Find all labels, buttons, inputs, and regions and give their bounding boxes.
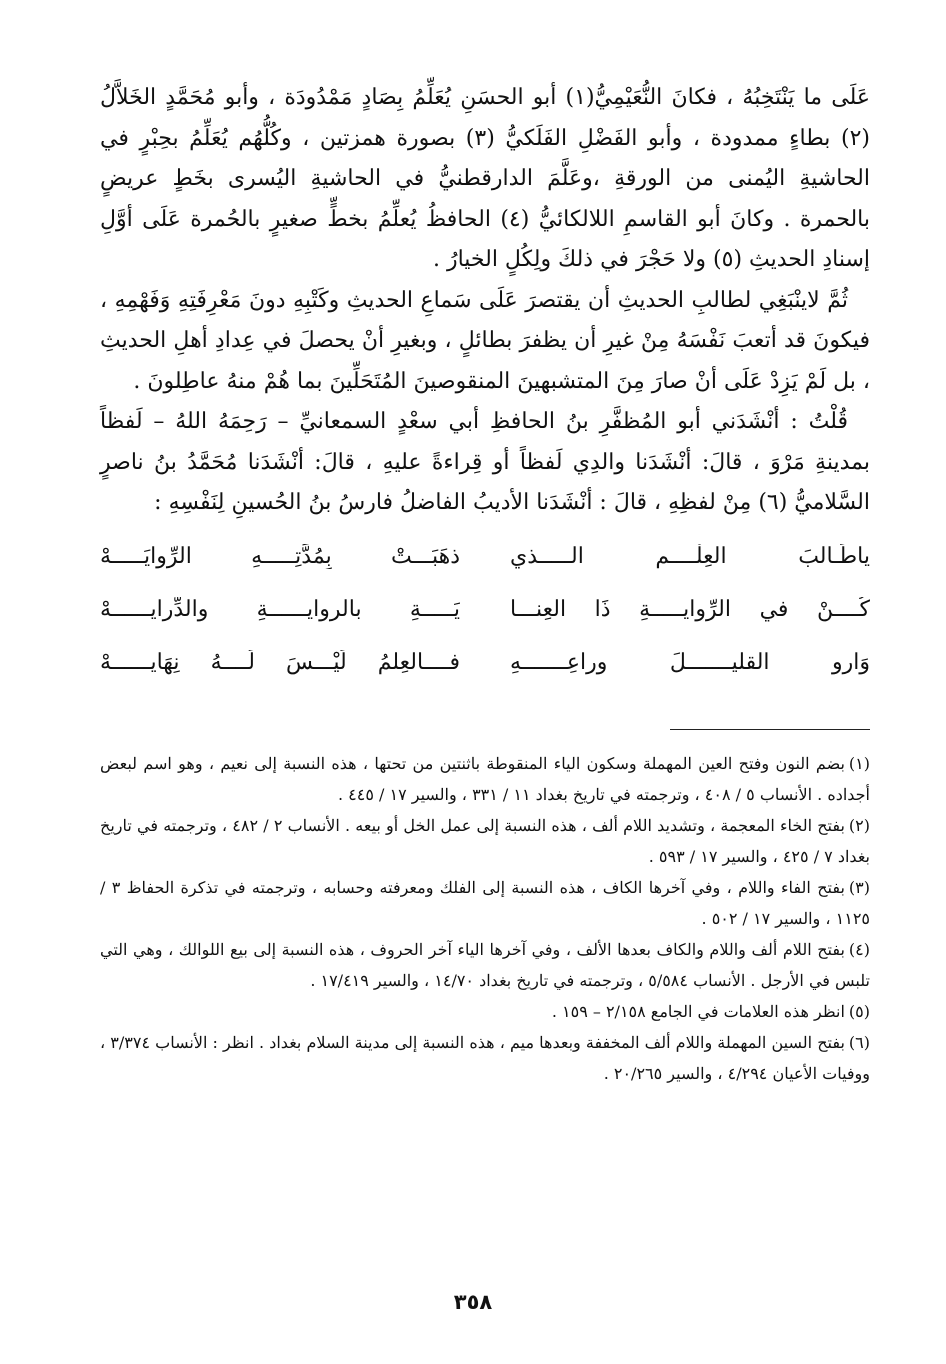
page-number: ٣٥٨ [453,1290,493,1314]
footnote-separator [670,729,870,730]
poem-second-hemistich: ذهَبَـــتْ بِمُدَّتِـــــهِ الرِّوايَـــــهْ [100,543,460,569]
footnote-text: بفتح الخاء المعجمة ، وتشديد اللام ألف ، هذه النسبة إلى عمل الخل أو بيعه . الأنساب ٢ / ٤٨٢ ، وترجمته في تاريخ بغداد ٧ / ٤٢٥ ، والسير ١٧ / ٥٩٣ . [100,815,870,866]
footnote [100,996,870,1027]
footnote-number: (٦) [848,1032,871,1052]
footnote [100,1027,870,1089]
footnotes [100,748,870,1089]
footnote-text: بضم النون وفتح العين المهملة وسكون الياء المنقوطة باثنتين من تحتها ، هذه النسبة إلى نعيم ، وهو اسم لبعض أجداده . الأنساب ٥ / ٤٠٨ ، وترجمته في تاريخ بغداد ١١ / ٣٣١ ، والسير ١٧ / ٤٤٥ . [100,753,870,804]
footnote-number: (١) [848,753,870,773]
poem-first-hemistich: ياطَـالبَ العِلْــــم الـــــذي [510,543,870,569]
footnote [100,872,870,934]
poem-second-hemistich: يَـــــةِ بالروايــــــةِ والدِّرايــــــهْ [100,596,460,622]
paragraph-3: قُلْتُ : أنْشَدَني أبو المُظفَّرِ بنُ الحافظِ أبي سعْدٍ السمعانيِّ – رَحِمَهُ اللهُ – لَفظاً بمدينةِ مَرْوَ ، قالَ: أنْشَدَنا والدِي لَفظاً أو قِراءةً عليهِ ، قالَ: أنْشَدَنا مُحَمَّدُ بنُ ناصرٍ السَّلاميُّ (٦) مِنْ لفظِهِ ، قالَ : أنْشَدَنا الأديبُ الفاضلُ فارسُ بنُ الحُسينِ لِنَفْسِهِ : [100,409,870,515]
footnote-text: بفتح اللام ألف واللام والكاف بعدها الألف ، وفي آخرها الياء آخر الحروف ، هذه النسبة إلى بيع اللوالك ، وهي التي تلبس في الأرجل . الأنساب ٥/٥٨٤ ، وترجمته في تاريخ بغداد ١٤/٧٠ ، والسير ١٧/٤١٩ . [100,939,870,990]
footnote-text: انظر هذه العلامات في الجامع ٢/١٥٨ – ١٥٩ . [551,1001,845,1021]
footnote-number: (٤) [848,939,871,959]
footnote-number: (٣) [848,877,870,897]
footnote-number: (٥) [848,1001,870,1021]
footnote-text: بفتح السين المهملة واللام ألف المخففة وبعدها ميم ، هذه النسبة إلى مدينة السلام بغداد . انظر : الأنساب ٣/٣٧٤ ، ووفيات الأعيان ٤/٢٩٤ ، والسير ٢٠/٢٦٥ . [100,1032,870,1083]
footnote-text: بفتح الفاء واللام ، وفي آخرها الكاف ، هذه النسبة إلى الفلك ومعرفته وحسابه ، وترجمته في تذكرة الحفاظ ٣ / ١١٢٥ ، والسير ١٧ / ٥٠٢ . [100,877,870,928]
footnote [100,810,870,872]
poem-first-hemistich: كُــــنْ في الرِّوايـــــةِ ذَا العِنـــا [510,596,870,622]
footnote [100,748,870,810]
main-text [100,78,870,524]
footnote [100,934,870,996]
book-page [100,78,870,1348]
poem [100,530,870,689]
poem-verse [100,636,870,689]
poem-verse [100,530,870,583]
poem-verse [100,583,870,636]
paragraph-1: عَلَى ما يَنْتَخِبُهُ ، فكانَ النُّعَيْمِيُّ(١) أبو الحسَنِ يُعَلِّمُ بِصَادٍ مَمْدُودَة ، وأبو مُحَمَّدٍ الخَلاَّلُ (٢) بطاءٍ ممدودة ، وأبو الفَضْلِ الفَلَكيُّ (٣) بصورة همزتين ، وكُلُّهُم يُعَلِّمُ بحِبْرٍ في الحاشيةِ اليُمنى من الورقةِ ،وعَلَّمَ الدارقطنيُّ في الحاشيةِ اليُسرى بخَطٍ عريضٍ بالحمرة . وكانَ أبو القاسمِ اللالكائيُّ (٤) الحافظُ يُعلِّمُ بخطٍّ صغيرٍ بالحُمرة عَلَى أوَّلِ إسنادِ الحديثِ (٥) ولا حَجْرَ في ذلكَ ولِكُلٍ الخيارُ . [100,85,871,272]
poem-second-hemistich: فــــالعِلمُ لَيْـــسَ لَــــهُ نِهَايــــــهْ [100,649,460,675]
footnote-number: (٢) [848,815,870,835]
poem-first-hemistich: وَارو القليـــــــلَ وراعِـــــــهِ [510,649,870,675]
paragraph-2: ثُمَّ لاينْبَغِي لطالبِ الحديثِ أن يقتصرَ عَلَى سَماعِ الحديثِ وكَتْبِهِ دونَ مَعْرِفَتِهِ وَفَهْمِهِ ، فيكونَ قد أتعبَ نَفْسَهُ مِنْ غيرِ أن يظفرَ بطائلٍ ، وبغيرِ أنْ يحصلَ في عِدادِ أهلِ الحديثِ ، بل لَمْ يَزِدْ عَلَى أنْ صارَ مِنَ المتشبهينَ المنقوصينَ المُتَحَلِّينَ بما هُمْ منهُ عاطِلونَ . [100,287,870,394]
